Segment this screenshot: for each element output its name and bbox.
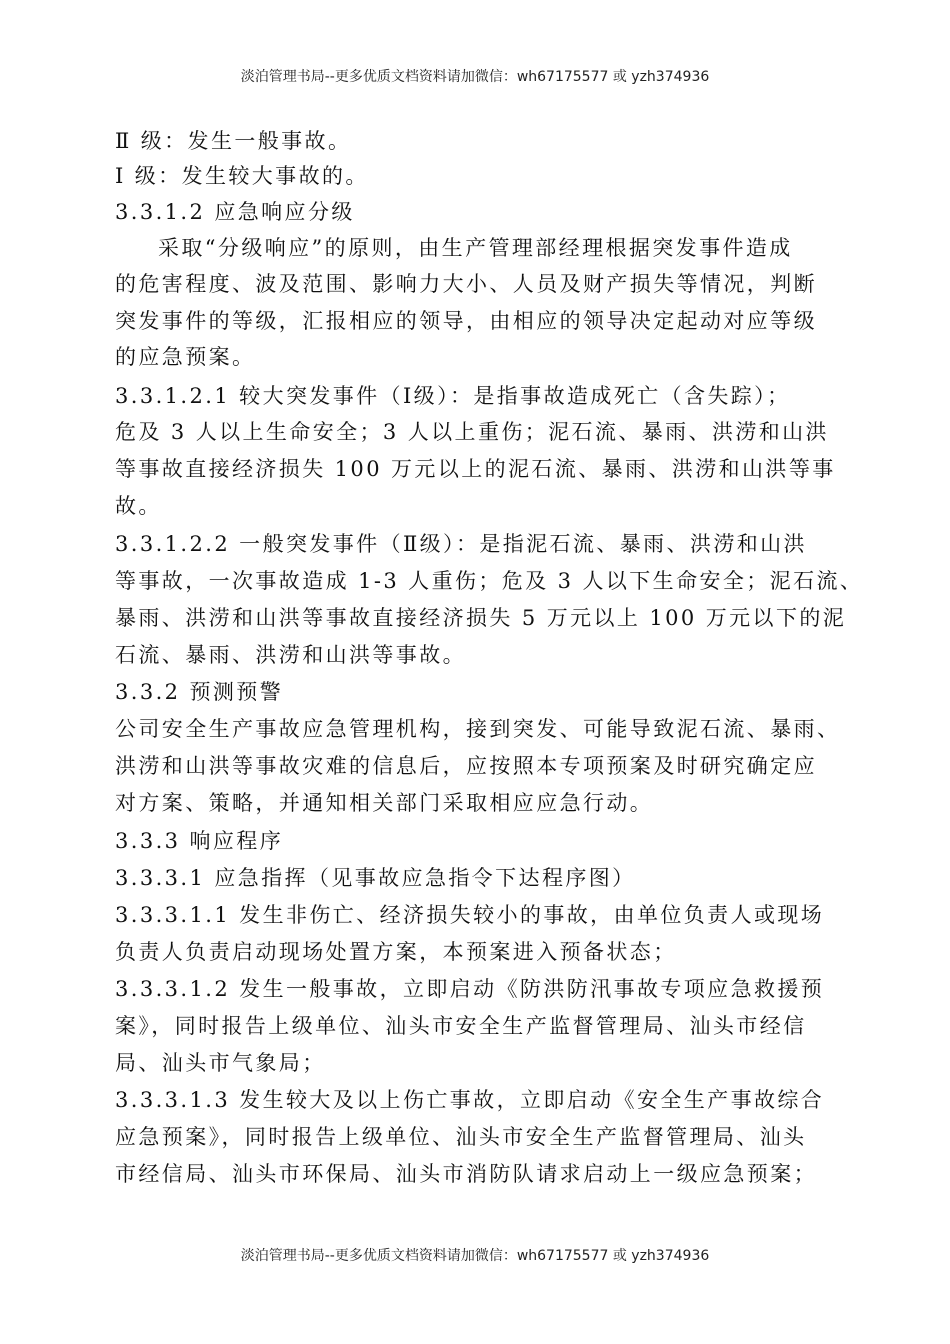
paragraph-line: 3.3.3.1.2 发生一般事故，立即启动《防洪防汛事故专项应急救援预 bbox=[115, 977, 825, 1001]
page-footer: 淡泊管理书局--更多优质文档资料请加微信：wh67175577 或 yzh374936 bbox=[240, 1248, 710, 1264]
paragraph-line: 的危害程度、波及范围、影响力大小、人员及财产损失等情况，判断 bbox=[115, 272, 817, 296]
level-1-definition: Ⅰ 级：发生较大事故的。 bbox=[115, 164, 369, 188]
paragraph-line: 突发事件的等级，汇报相应的领导，由相应的领导决定起动对应等级 bbox=[115, 309, 817, 333]
paragraph-line: 危及 3 人以上生命安全；3 人以上重伤；泥石流、暴雨、洪涝和山洪 bbox=[115, 420, 829, 444]
section-heading-3-3-1-2: 3.3.1.2 应急响应分级 bbox=[115, 200, 355, 224]
paragraph-line: 案》，同时报告上级单位、汕头市安全生产监督管理局、汕头市经信 bbox=[115, 1014, 807, 1038]
paragraph-line: 等事故直接经济损失 100 万元以上的泥石流、暴雨、洪涝和山洪等事 bbox=[115, 457, 836, 481]
level-2-definition: Ⅱ 级：发生一般事故。 bbox=[115, 129, 352, 153]
paragraph-line: 市经信局、汕头市环保局、汕头市消防队请求启动上一级应急预案； bbox=[115, 1162, 817, 1186]
paragraph-line: 3.3.3.1 应急指挥（见事故应急指令下达程序图） bbox=[115, 866, 636, 890]
paragraph-line: 公司安全生产事故应急管理机构，接到突发、可能导致泥石流、暴雨、 bbox=[115, 717, 841, 741]
section-heading-3-3-2: 3.3.2 预测预警 bbox=[115, 680, 284, 704]
paragraph-line: 3.3.1.2.2 一般突发事件（Ⅱ级）：是指泥石流、暴雨、洪涝和山洪 bbox=[115, 532, 807, 556]
section-heading-3-3-3: 3.3.3 响应程序 bbox=[115, 829, 284, 853]
paragraph-line: 负责人负责启动现场处置方案，本预案进入预备状态； bbox=[115, 940, 677, 964]
paragraph-line: 应急预案》，同时报告上级单位、汕头市安全生产监督管理局、汕头 bbox=[115, 1125, 807, 1149]
paragraph-line: 3.3.3.1.3 发生较大及以上伤亡事故，立即启动《安全生产事故综合 bbox=[115, 1088, 825, 1112]
paragraph-line: 采取“分级响应”的原则，由生产管理部经理根据突发事件造成 bbox=[158, 236, 793, 260]
paragraph-line: 对方案、策略，并通知相关部门采取相应应急行动。 bbox=[115, 791, 654, 815]
paragraph-line: 3.3.3.1.1 发生非伤亡、经济损失较小的事故，由单位负责人或现场 bbox=[115, 903, 825, 927]
paragraph-line: 局、汕头市气象局； bbox=[115, 1051, 326, 1075]
paragraph-line: 的应急预案。 bbox=[115, 345, 256, 369]
paragraph-line: 3.3.1.2.1 较大突发事件（Ⅰ级）：是指事故造成死亡（含失踪）； bbox=[115, 384, 791, 408]
paragraph-line: 故。 bbox=[115, 494, 162, 518]
page-header: 淡泊管理书局--更多优质文档资料请加微信：wh67175577 或 yzh374936 bbox=[240, 69, 710, 85]
paragraph-line: 暴雨、洪涝和山洪等事故直接经济损失 5 万元以上 100 万元以下的泥 bbox=[115, 606, 847, 630]
paragraph-line: 等事故，一次事故造成 1-3 人重伤；危及 3 人以下生命安全；泥石流、 bbox=[115, 569, 864, 593]
paragraph-line: 石流、暴雨、洪涝和山洪等事故。 bbox=[115, 643, 466, 667]
paragraph-line: 洪涝和山洪等事故灾难的信息后，应按照本专项预案及时研究确定应 bbox=[115, 754, 817, 778]
